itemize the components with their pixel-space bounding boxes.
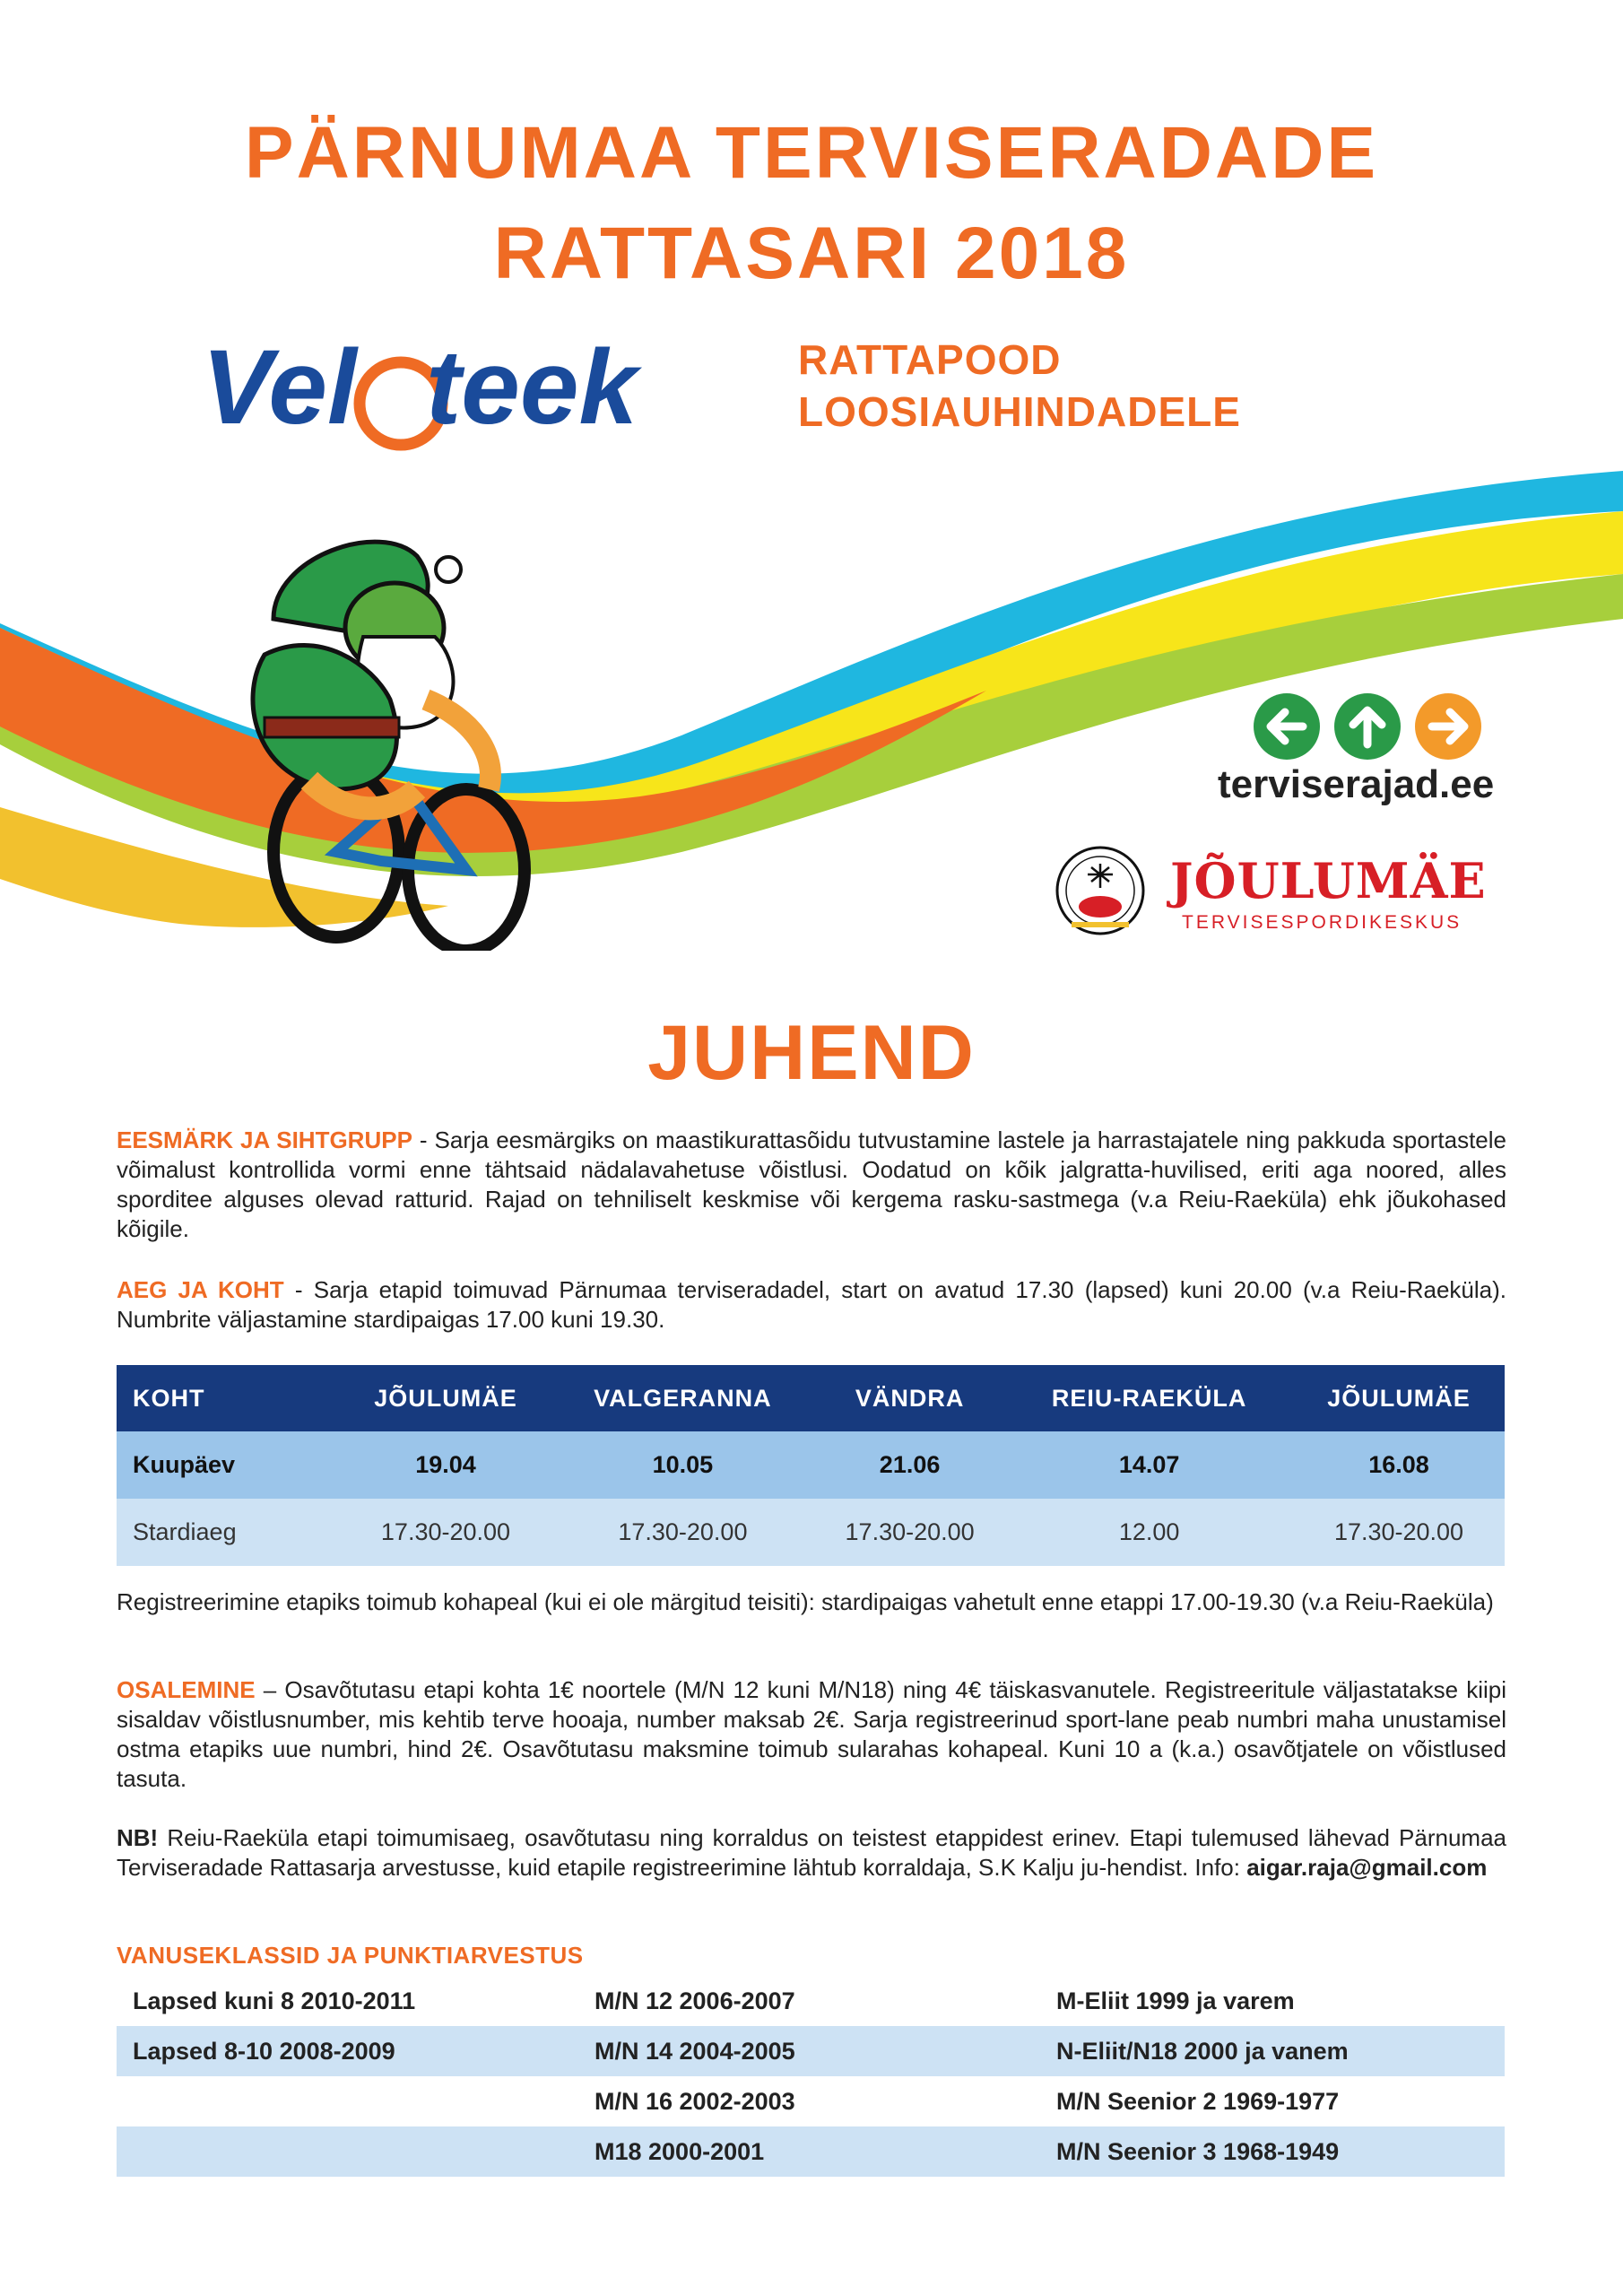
paragraph-aeg-koht bbox=[117, 1275, 1506, 1335]
table-cell: 19.04 bbox=[340, 1431, 551, 1499]
schedule-header-cell: JÕULUMÄE bbox=[1293, 1365, 1505, 1431]
table-cell: 17.30-20.00 bbox=[340, 1499, 551, 1566]
table-cell: 17.30-20.00 bbox=[814, 1499, 1005, 1566]
aeg-label: AEG JA KOHT bbox=[117, 1276, 284, 1303]
sponsor-text bbox=[798, 334, 1241, 438]
osalemine-text: – Osavõtutasu etapi kohta 1€ noortele (M/N 12 kuni M/N18) ning 4€ täiskasvanutele. Registreeritule väljastatakse kiipi sisaldav võistlusnumber, mis kehtib terve hooaja, number maksab 2€. Sarja registreerinud sport-lane peab numbri maha unustamisel ostma etapiks uue numbri, hind 2€. Osavõtutasu maksmine toimub sularahas kohapeal. Kuni 10 a (k.a.) osavõtjatele on võistlused tasuta. bbox=[117, 1676, 1506, 1792]
table-row bbox=[117, 1499, 1505, 1566]
table-cell: M/N Seenior 2 1969-1977 bbox=[1056, 2087, 1340, 2115]
eesmark-label: EESMÄRK JA SIHTGRUPP bbox=[117, 1126, 412, 1153]
title-line-2: RATTASARI 2018 bbox=[493, 213, 1130, 294]
schedule-header-cell: JÕULUMÄE bbox=[340, 1365, 551, 1431]
table-cell: 12.00 bbox=[1005, 1499, 1293, 1566]
table-row bbox=[117, 1431, 1505, 1499]
veloteek-logo bbox=[202, 323, 740, 457]
table-row bbox=[117, 2076, 1505, 2126]
age-classes-heading: VANUSEKLASSID JA PUNKTIARVESTUS bbox=[117, 1942, 584, 1969]
aeg-text: - Sarja etapid toimuvad Pärnumaa terviseradadel, start on avatud 17.30 (lapsed) kuni 20.00 (v.a Reiu-Raeküla). Numbrite väljastamine stardipaigas 17.00 kuni 19.30. bbox=[117, 1276, 1507, 1333]
joulumae-name: JÕULUMÄE bbox=[1170, 852, 1487, 909]
joulumae-subtitle: TERVISESPORDIKESKUS bbox=[1182, 912, 1462, 933]
schedule-header-cell: REIU-RAEKÜLA bbox=[1005, 1365, 1293, 1431]
table-cell: 14.07 bbox=[1005, 1431, 1293, 1499]
schedule-header-cell: VALGERANNA bbox=[551, 1365, 814, 1431]
nb-label: NB! bbox=[117, 1824, 159, 1851]
schedule-header-row bbox=[117, 1365, 1505, 1431]
table-cell: N-Eliit/N18 2000 ja vanem bbox=[1056, 2037, 1349, 2065]
paragraph-registreerimine: Registreerimine etapiks toimub kohapeal (kui ei ole märgitud teisiti): stardipaigas vahetult enne etappi 17.00-19.30 (v.a Reiu-Raeküla) bbox=[117, 1588, 1494, 1615]
table-cell: 17.30-20.00 bbox=[1293, 1499, 1505, 1566]
joulumae-badge-icon bbox=[1054, 839, 1148, 946]
terviserajad-arrows bbox=[1251, 691, 1484, 762]
veloteek-logo-text-left: Vel bbox=[202, 328, 357, 447]
table-cell: 17.30-20.00 bbox=[551, 1499, 814, 1566]
schedule-header-cell: VÄNDRA bbox=[814, 1365, 1005, 1431]
table-cell: 21.06 bbox=[814, 1431, 1005, 1499]
terviserajad-url: terviserajad.ee bbox=[1218, 762, 1495, 806]
schedule-table bbox=[117, 1365, 1505, 1566]
age-classes-table bbox=[117, 1976, 1505, 2177]
table-cell: Lapsed 8-10 2008-2009 bbox=[133, 2037, 395, 2065]
elf-cyclist-illustration bbox=[238, 520, 534, 951]
eesmark-text: - Sarja eesmärgiks on maastikurattasõidu tutvustamine lastele ja harrastajatele ning pakkuda sportastele võimalust kontrollida vormi enne tähtsaid nädalavahetuse võistlusi. Oodatud on kõik jalgratta-huvilised, eriti aga noored, alles sporditee alguses olevad ratturid. Rajad on tehniliselt keskmise või kergema rasku-sastmega (v.a Reiu-Raeküla) ehk jõukohased kõigile. bbox=[117, 1126, 1506, 1242]
veloteek-logo-text-right: teek bbox=[426, 328, 638, 447]
table-cell: 10.05 bbox=[551, 1431, 814, 1499]
table-row bbox=[117, 2126, 1505, 2177]
table-cell: Lapsed kuni 8 2010-2011 bbox=[133, 1987, 416, 2014]
title-line-1: PÄRNUMAA TERVISERADADE bbox=[244, 112, 1379, 194]
sponsor-line-2: LOOSIAUHINDADELE bbox=[798, 388, 1241, 435]
table-cell: M18 2000-2001 bbox=[595, 2137, 765, 2165]
osalemine-label: OSALEMINE bbox=[117, 1676, 256, 1703]
table-cell: Stardiaeg bbox=[117, 1499, 340, 1566]
sponsor-line-1: RATTAPOOD bbox=[798, 336, 1062, 383]
table-cell: Kuupäev bbox=[117, 1431, 340, 1499]
table-cell: M/N 16 2002-2003 bbox=[595, 2087, 795, 2115]
paragraph-eesmark bbox=[117, 1126, 1506, 1244]
table-row bbox=[117, 2026, 1505, 2076]
table-cell: M-Eliit 1999 ja varem bbox=[1056, 1987, 1295, 2014]
table-row bbox=[117, 1976, 1505, 2026]
paragraph-nb bbox=[117, 1823, 1506, 1883]
paragraph-osalemine bbox=[117, 1675, 1506, 1794]
juhend-heading: JUHEND bbox=[647, 1010, 976, 1096]
page-title bbox=[0, 103, 1623, 304]
table-cell: M/N Seenior 3 1968-1949 bbox=[1056, 2137, 1340, 2165]
nb-text: Reiu-Raeküla etapi toimumisaeg, osavõtutasu ning korraldus on teistest etappidest erinev. Etapi tulemused lähevad Pärnumaa Terviseradade Rattasarja arvestusse, kuid etapile registreerimine lähtub korraldaja, S.K Kalju ju-hendist. Info: bbox=[117, 1824, 1506, 1881]
schedule-header-cell: KOHT bbox=[117, 1365, 340, 1431]
table-cell: M/N 14 2004-2005 bbox=[595, 2037, 795, 2065]
info-email-link[interactable]: aigar.raja@gmail.com bbox=[1246, 1854, 1488, 1881]
table-cell: 16.08 bbox=[1293, 1431, 1505, 1499]
table-cell: M/N 12 2006-2007 bbox=[595, 1987, 795, 2014]
